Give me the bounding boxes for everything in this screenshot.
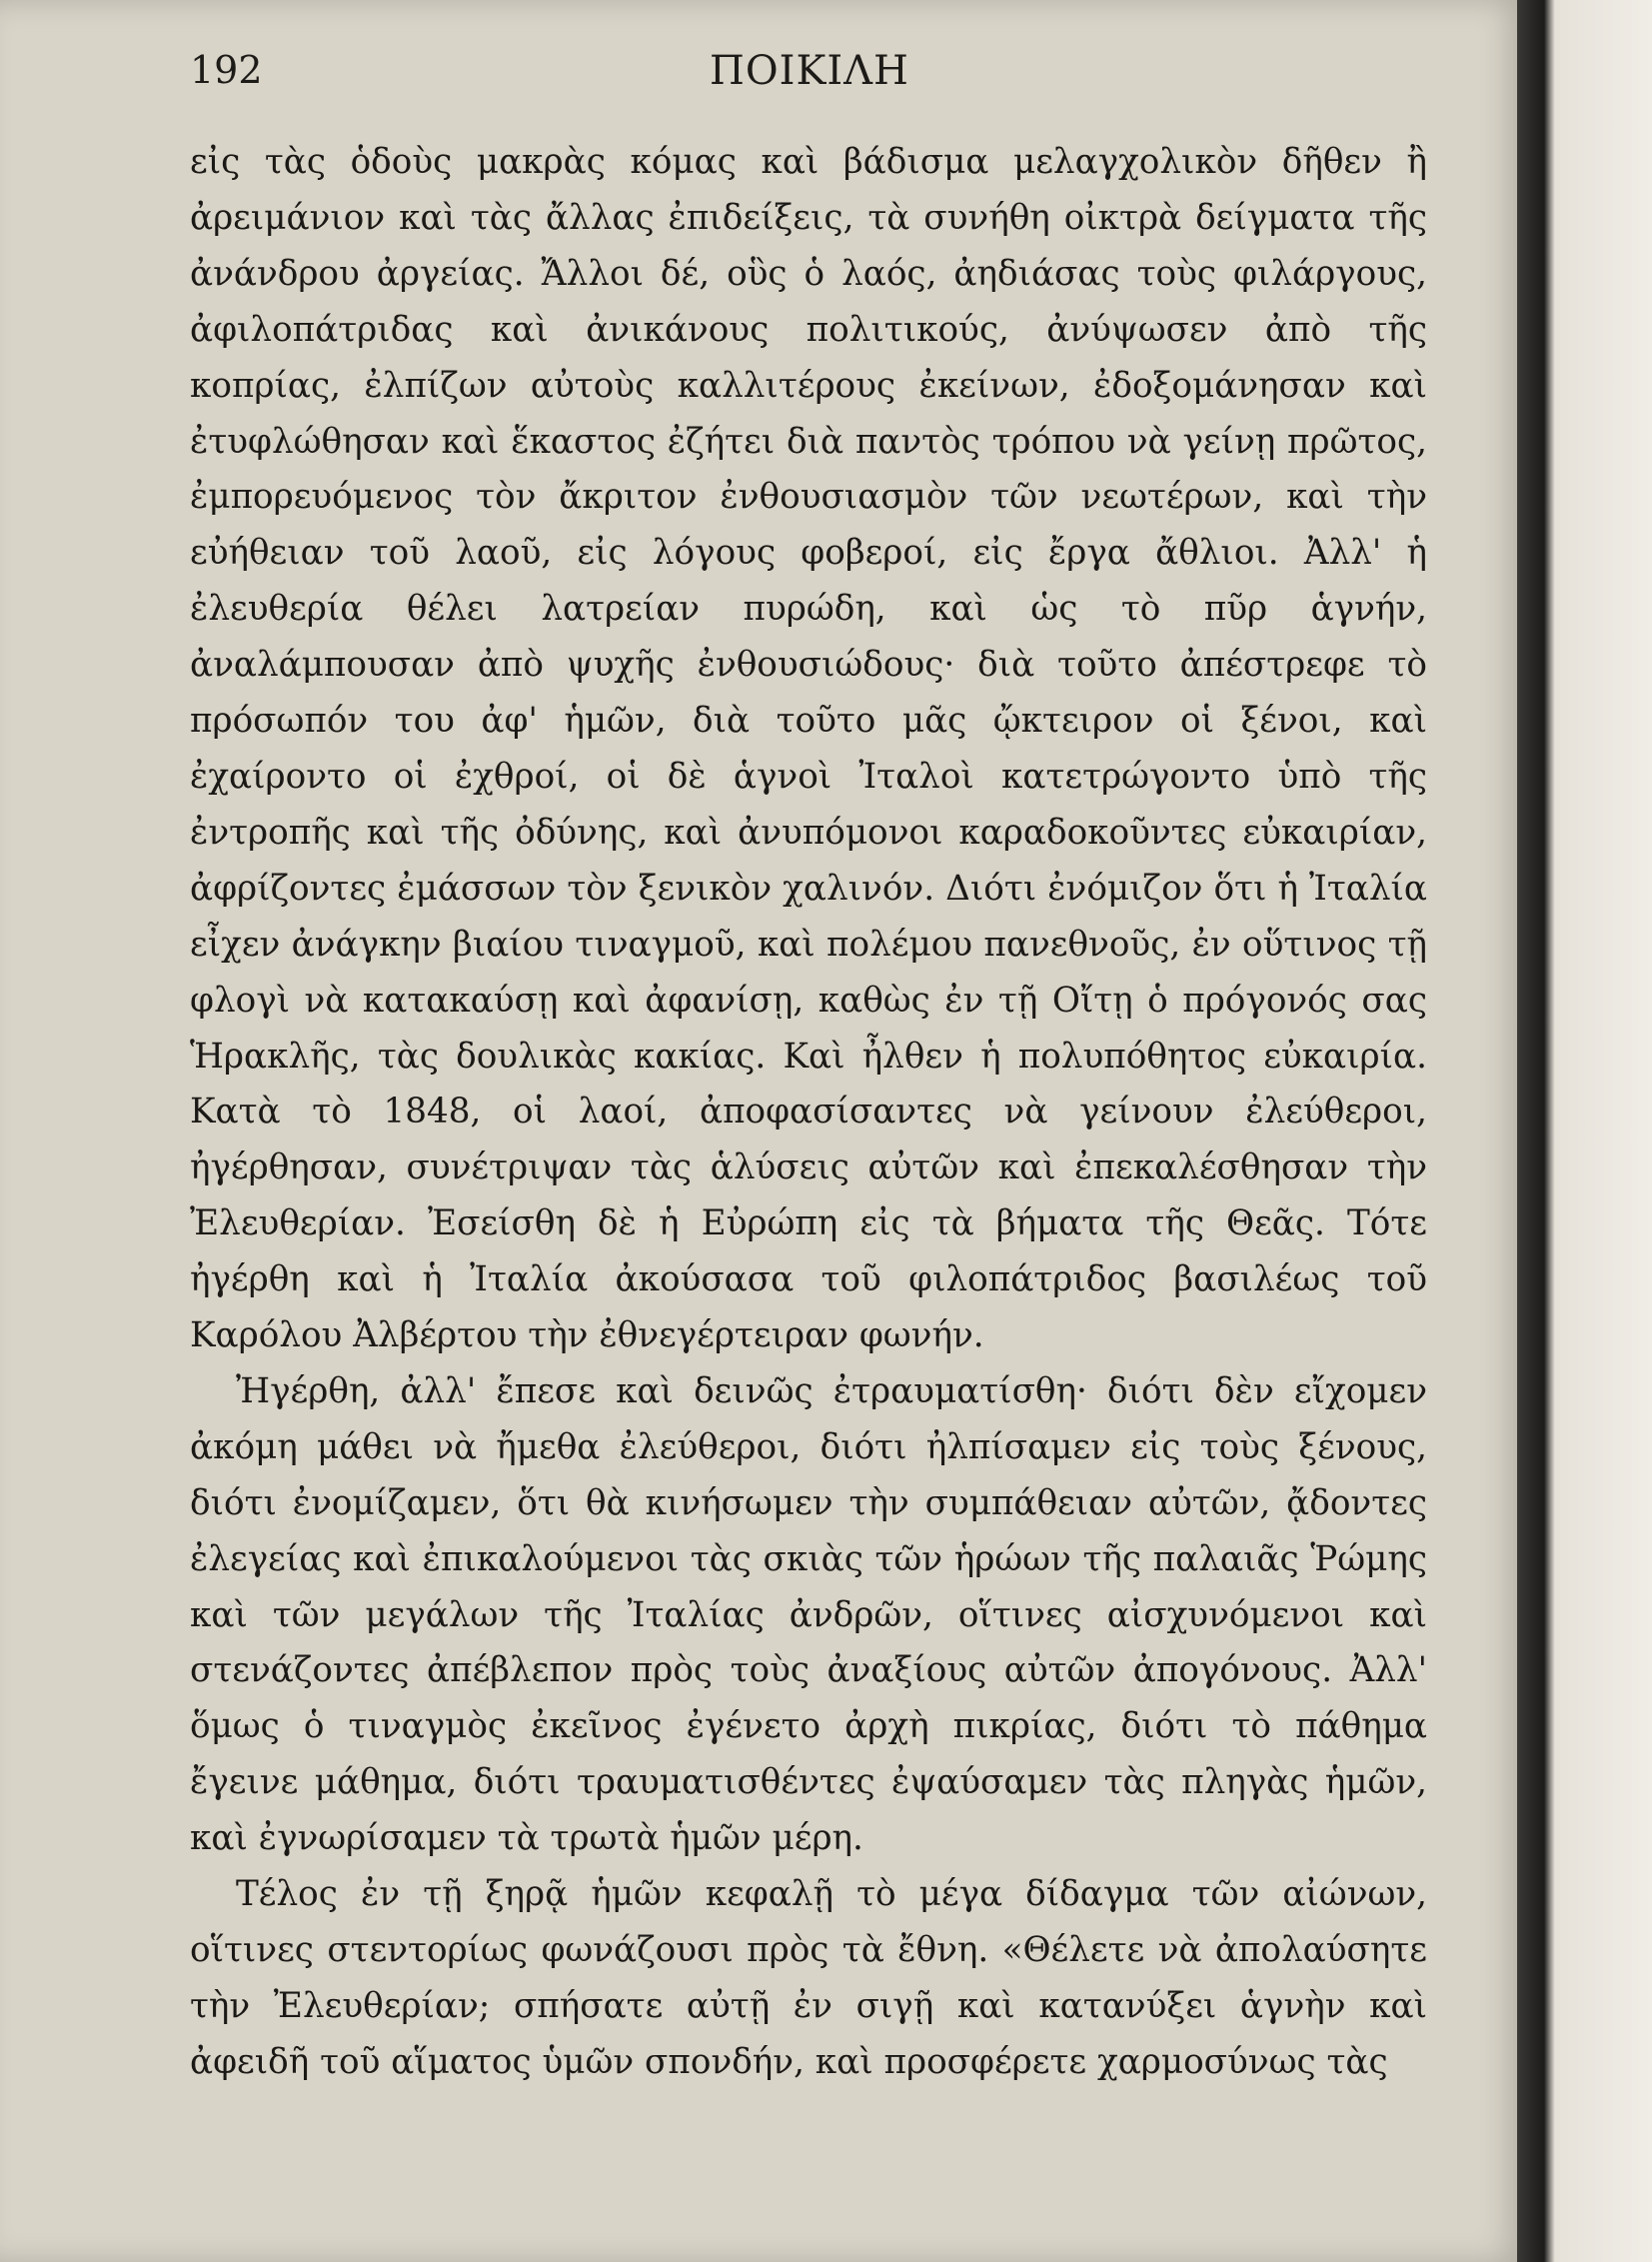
paragraph-3: Τέλος ἐν τῇ ξηρᾷ ἡμῶν κεφαλῇ τὸ μέγα δίδαγμα τῶν αἰώνων, οἵτινες στεντορίως φωνάζουσι πρὸς τὰ ἔθνη. «Θέλετε νὰ ἀπολαύσητε τὴν Ἐλευθερίαν; σπήσατε αὐτῇ ἐν σιγῇ καὶ κατανύξει ἁγνὴν καὶ ἀφειδῆ τοῦ αἵματος ὑμῶν σπονδήν, καὶ προσφέρετε χαρμοσύνως τὰς: [190, 1874, 1427, 2082]
page-number: 192: [190, 48, 263, 92]
book-gutter: [1517, 0, 1652, 2262]
paragraph-1: εἰς τὰς ὁδοὺς μακρὰς κόμας καὶ βάδισμα μελαγχολικὸν δῆθεν ἢ ἀρειμάνιον καὶ τὰς ἄλλας ἐπιδείξεις, τὰ συνήθη οἰκτρὰ δείγματα τῆς ἀνάνδρου ἀργείας. Ἄλλοι δέ, οὓς ὁ λαός, ἀηδιάσας τοὺς φιλάργους, ἀφιλοπάτριδας καὶ ἀνικάνους πολιτικούς, ἀνύψωσεν ἀπὸ τῆς κοπρίας, ἐλπίζων αὐτοὺς καλλιτέρους ἐκείνων, ἐδοξομάνησαν καὶ ἐτυφλώθησαν καὶ ἕκαστος ἐζήτει διὰ παντὸς τρόπου νὰ γείνῃ πρῶτος, ἐμπορευόμενος τὸν ἄκριτον ἐνθουσιασμὸν τῶν νεωτέρων, καὶ τὴν εὐήθειαν τοῦ λαοῦ, εἰς λόγους φοβεροί, εἰς ἔργα ἄθλιοι. Ἀλλ' ἡ ἐλευθερία θέλει λατρείαν πυρώδη, καὶ ὡς τὸ πῦρ ἁγνήν, ἀναλάμπουσαν ἀπὸ ψυχῆς ἐνθουσιώδους· διὰ τοῦτο ἀπέστρεφε τὸ πρόσωπόν του ἀφ' ἡμῶν, διὰ τοῦτο μᾶς ᾤκτειρον οἱ ξένοι, καὶ ἐχαίροντο οἱ ἐχθροί, οἱ δὲ ἁγνοὶ Ἰταλοὶ κατετρώγοντο ὑπὸ τῆς ἐντροπῆς καὶ τῆς ὀδύνης, καὶ ἀνυπόμονοι καραδοκοῦντες εὐκαιρίαν, ἀφρίζοντες ἐμάσσων τὸν ξενικὸν χαλινόν. Διότι ἐνόμιζον ὅτι ἡ Ἰταλία εἶχεν ἀνάγκην βιαίου τιναγμοῦ, καὶ πολέμου πανεθνοῦς, ἐν οὕτινος τῇ φλογὶ νὰ κατακαύσῃ καὶ ἀφανίσῃ, καθὼς ἐν τῇ Οἴτῃ ὁ πρόγονός σας Ἡρακλῆς, τὰς δουλικὰς κακίας. Καὶ ἦλθεν ἡ πολυπόθητος εὐκαιρία. Κατὰ τὸ 1848, οἱ λαοί, ἀποφασίσαντες νὰ γείνουν ἐλεύθεροι, ἠγέρθησαν, συνέτριψαν τὰς ἁλύσεις αὐτῶν καὶ ἐπεκαλέσθησαν τὴν Ἐλευθερίαν. Ἐσείσθη δὲ ἡ Εὐρώπη εἰς τὰ βήματα τῆς Θεᾶς. Τότε ἠγέρθη καὶ ἡ Ἰταλία ἀκούσασα τοῦ φιλοπάτριδος βασιλέως τοῦ Καρόλου Ἀλβέρτου τὴν ἐθνεγέρτειραν φωνήν.: [190, 142, 1427, 1356]
body-text: [190, 135, 1427, 2091]
page-header: [190, 48, 1407, 108]
running-title: ΠΟΙΚΙΛΗ: [710, 48, 909, 94]
paragraph-2: Ἠγέρθη, ἀλλ' ἔπεσε καὶ δεινῶς ἐτραυματίσθη· διότι δὲν εἴχομεν ἀκόμη μάθει νὰ ἤμεθα ἐλεύθεροι, διότι ἠλπίσαμεν εἰς τοὺς ξένους, διότι ἐνομίζαμεν, ὅτι θὰ κινήσωμεν τὴν συμπάθειαν αὐτῶν, ᾄδοντες ἐλεγείας καὶ ἐπικαλούμενοι τὰς σκιὰς τῶν ἡρώων τῆς παλαιᾶς Ῥώμης καὶ τῶν μεγάλων τῆς Ἰταλίας ἀνδρῶν, οἵτινες αἰσχυνόμενοι καὶ στενάζοντες ἀπέβλεπον πρὸς τοὺς ἀναξίους αὐτῶν ἀπογόνους. Ἀλλ' ὅμως ὁ τιναγμὸς ἐκεῖνος ἐγένετο ἀρχὴ πικρίας, διότι τὸ πάθημα ἔγεινε μάθημα, διότι τραυματισθέντες ἐψαύσαμεν τὰς πληγὰς ἡμῶν, καὶ ἐγνωρίσαμεν τὰ τρωτὰ ἡμῶν μέρη.: [190, 1370, 1427, 1859]
